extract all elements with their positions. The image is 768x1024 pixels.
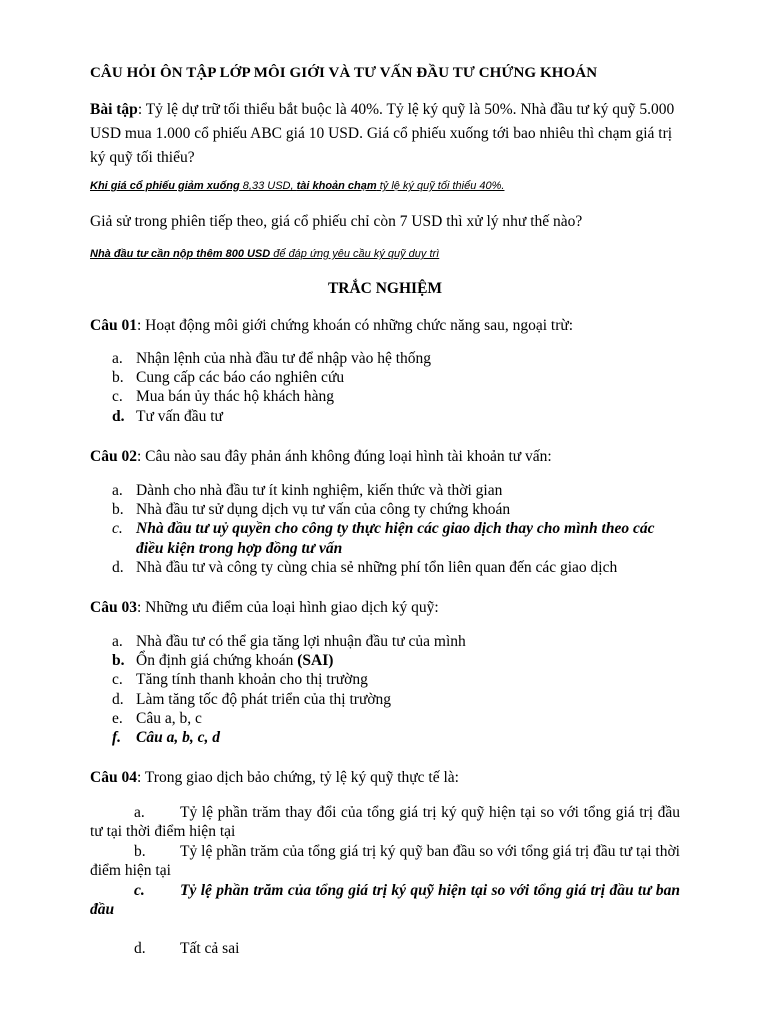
option-marker: d. [112,407,125,425]
option-marker: a. [134,804,145,821]
option-marker: a. [112,350,123,367]
section-title: TRẮC NGHIỆM [327,280,443,297]
option-marker: f. [112,729,122,747]
option-text: Dành cho nhà đầu tư ít kinh nghiệm, kiến thức và thời gian [136,482,503,499]
option-text: Câu a, b, c, d [136,729,220,747]
question-4 [90,768,680,788]
answer-1-bold-2: tài khoản chạm [296,180,377,192]
document-title: CÂU HỎI ÔN TẬP LỚP MÔI GIỚI VÀ TƯ VẤN ĐẦU TƯ CHỨNG KHOÁN [90,65,598,81]
option-marker: e. [112,709,123,727]
question-4-option-a [90,803,680,841]
option-text: Ổn định giá chứng khoán [136,652,298,670]
option-text: Tất cả sai [180,940,240,957]
option-text: Cung cấp các báo cáo nghiên cứu [136,369,345,387]
option-marker: a. [112,482,123,499]
option-item [90,500,680,519]
exercise-paragraph [90,98,680,170]
option-text: Nhận lệnh của nhà đầu tư để nhập vào hệ thống [136,350,432,367]
exercise-text: : Tỷ lệ dự trữ tối thiểu bắt buộc là 40%. Tỷ lệ ký quỹ là 50%. Nhà đầu tư ký quỹ 5.000 USD mua 1.000 cổ phiếu ABC giá 10 USD. Giá cổ phiếu xuống tới bao nhiêu thì chạm giá trị ký quỹ tối thiểu? [90,101,675,166]
option-marker: b. [134,843,146,860]
option-marker: c. [112,520,123,538]
question-2 [90,447,680,467]
question-4-label: Câu 04 [90,769,137,786]
option-item [90,690,680,709]
option-item [90,349,680,368]
answer-1-rest: tỷ lệ ký quỹ tối thiểu 40%. [376,180,505,192]
option-item-correct [90,407,680,426]
option-item [90,709,680,728]
option-text: Tư vấn đầu tư [136,407,223,425]
option-item-correct [90,728,680,747]
option-marker: a. [112,633,123,650]
question-1-options [90,349,680,426]
question-2-text: : Câu nào sau đây phản ánh không đúng loại hình tài khoản tư vấn: [136,448,552,465]
option-marker: c. [112,388,123,406]
question-2-options [90,481,680,577]
option-item-marked [90,651,680,670]
answer-2-rest: để đáp ứng yêu cầu ký quỹ duy trì [270,248,440,260]
question-2-label: Câu 02 [90,448,137,465]
question-1-text: : Hoạt động môi giới chứng khoán có những chức năng sau, ngoại trừ: [136,317,574,334]
question-1-label: Câu 01 [90,317,137,334]
option-marker: d. [112,690,124,708]
exercise-label: Bài tập [90,101,138,118]
option-marker: d. [134,940,146,957]
exercise-followup: Giả sử trong phiên tiếp theo, giá cổ phiếu chỉ còn 7 USD thì xử lý như thế nào? [90,213,583,230]
option-item [90,368,680,387]
option-text: Mua bán ủy thác hộ khách hàng [136,388,334,406]
answer-1-bold: Khi giá cổ phiếu giảm xuống [90,180,240,192]
option-marker: b. [112,652,125,670]
question-4-option-d [90,939,680,958]
option-text: Câu a, b, c [136,709,202,727]
question-4-text: : Trong giao dịch bảo chứng, tỷ lệ ký quỹ thực tế là: [136,769,459,786]
option-text: Tỷ lệ phần trăm thay đổi của tổng giá trị ký quỹ hiện tại so với tổng giá trị đầu tư tại thời điểm hiện tại [90,804,680,841]
exercise-answer-1 [90,180,504,192]
option-item [90,387,680,406]
option-marker: b. [112,369,124,387]
question-3-options [90,632,680,747]
option-text: Nhà đầu tư uỷ quyền cho công ty thực hiện các giao dịch thay cho mình theo các điều kiện trong hợp đồng tư vấn [136,520,655,557]
option-marker: b. [112,501,124,519]
question-3-label: Câu 03 [90,599,137,616]
option-text: Tỷ lệ phần trăm của tổng giá trị ký quỹ ban đầu so với tổng giá trị đầu tư tại thời điểm hiện tại [90,843,680,880]
option-item [90,558,680,577]
option-item-correct [90,519,680,557]
option-text: Nhà đầu tư sử dụng dịch vụ tư vấn của công ty chứng khoán [136,501,511,519]
option-item [90,632,680,651]
question-4-option-c-correct [90,881,680,919]
option-text: Nhà đầu tư có thể gia tăng lợi nhuận đầu tư của mình [136,633,466,650]
question-3 [90,598,680,618]
option-text: Tăng tính thanh khoản cho thị trường [136,671,368,689]
option-item [90,481,680,500]
exercise-answer-2 [90,248,439,260]
question-4-option-b [90,842,680,880]
answer-1-mid: 8,33 USD, [239,180,297,192]
option-marker: d. [112,558,124,576]
answer-2-bold: Nhà đầu tư cần nộp thêm 800 USD [90,248,271,260]
option-marker: c. [112,671,123,689]
option-marker: c. [134,882,145,899]
option-text: Nhà đầu tư và công ty cùng chia sẻ những phí tổn liên quan đến các giao dịch [136,558,618,576]
question-1 [90,316,680,336]
option-text: Làm tăng tốc độ phát triển của thị trường [136,690,392,708]
wrong-tag: (SAI) [297,652,334,670]
question-3-text: : Những ưu điểm của loại hình giao dịch ký quỹ: [136,599,439,616]
option-item [90,670,680,689]
option-text: Tỷ lệ phần trăm của tổng giá trị ký quỹ hiện tại so với tổng giá trị đầu tư ban đầu [90,882,680,919]
